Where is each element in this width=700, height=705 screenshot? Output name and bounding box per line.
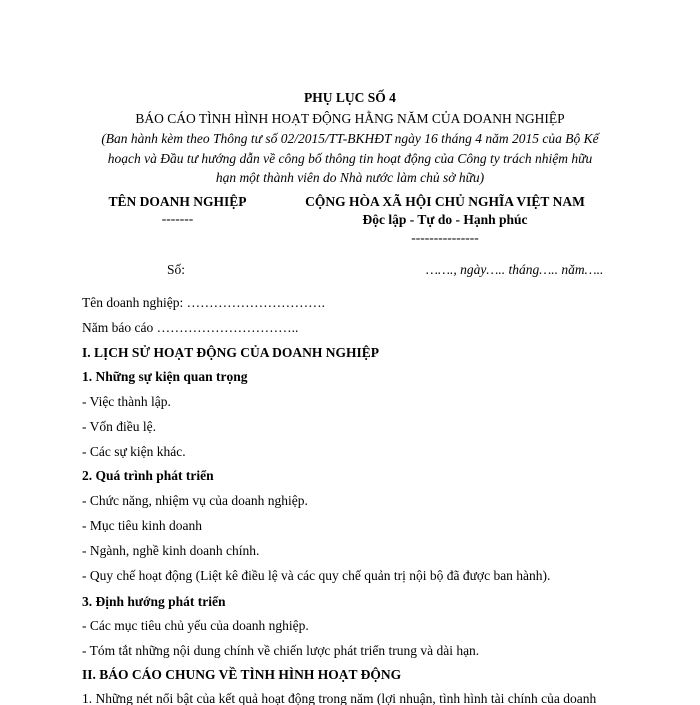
list-item: - Ngành, nghề kinh doanh chính. — [82, 543, 260, 558]
list-item: - Việc thành lập. — [82, 394, 171, 409]
list-item: - Các mục tiêu chủ yếu của doanh nghiệp. — [82, 618, 309, 633]
section-1-2-heading: 2. Quá trình phát triển — [82, 468, 214, 483]
report-year-field: Năm báo cáo ………………………….. — [82, 320, 299, 335]
date-line: ……., ngày….. tháng….. năm….. — [426, 262, 604, 277]
list-item: - Mục tiêu kinh doanh — [82, 518, 202, 533]
list-item: - Chức năng, nhiệm vụ của doanh nghiệp. — [82, 493, 308, 508]
section-1-heading: I. LỊCH SỬ HOẠT ĐỘNG CỦA DOANH NGHIỆP — [82, 345, 380, 360]
company-name-field: Tên doanh nghiệp: …………………………. — [82, 295, 325, 310]
list-item: - Vốn điều lệ. — [82, 419, 156, 434]
subtitle-line-1: (Ban hành kèm theo Thông tư số 02/2015/TT-BKHĐT ngày 16 tháng 4 năm 2015 của Bộ Kế — [101, 131, 599, 146]
document-number-label: Số: — [167, 262, 186, 277]
national-motto: Độc lập - Tự do - Hạnh phúc — [362, 212, 528, 227]
section-2-first-line: 1. Những nét nổi bật của kết quả hoạt động trong năm (lợi nhuận, tình hình tài chính của doanh — [82, 691, 597, 705]
report-title: BÁO CÁO TÌNH HÌNH HOẠT ĐỘNG HẰNG NĂM CỦA DOANH NGHIỆP — [135, 111, 565, 126]
section-1-1-heading: 1. Những sự kiện quan trọng — [82, 369, 248, 384]
company-name-heading: TÊN DOANH NGHIỆP — [108, 194, 247, 209]
right-dashes: --------------- — [411, 230, 479, 245]
list-item: - Tóm tắt những nội dung chính về chiến lược phát triển trung và dài hạn. — [82, 643, 480, 658]
subtitle-line-3: hạn một thành viên do Nhà nước làm chủ sở hữu) — [215, 170, 485, 185]
subtitle-line-2: hoạch và Đầu tư hướng dẫn về công bố thông tin hoạt động của Công ty trách nhiệm hữu — [107, 151, 593, 166]
section-2-heading: II. BÁO CÁO CHUNG VỀ TÌNH HÌNH HOẠT ĐỘNG — [82, 667, 402, 682]
national-heading: CỘNG HÒA XÃ HỘI CHỦ NGHĨA VIỆT NAM — [305, 194, 585, 209]
list-item: - Các sự kiện khác. — [82, 444, 186, 459]
section-1-3-heading: 3. Định hướng phát triển — [82, 594, 226, 609]
appendix-title: PHỤ LỤC SỐ 4 — [304, 90, 396, 105]
left-dashes: ------- — [161, 211, 194, 226]
list-item: - Quy chế hoạt động (Liệt kê điều lệ và các quy chế quản trị nội bộ đã được ban hành). — [82, 568, 551, 583]
